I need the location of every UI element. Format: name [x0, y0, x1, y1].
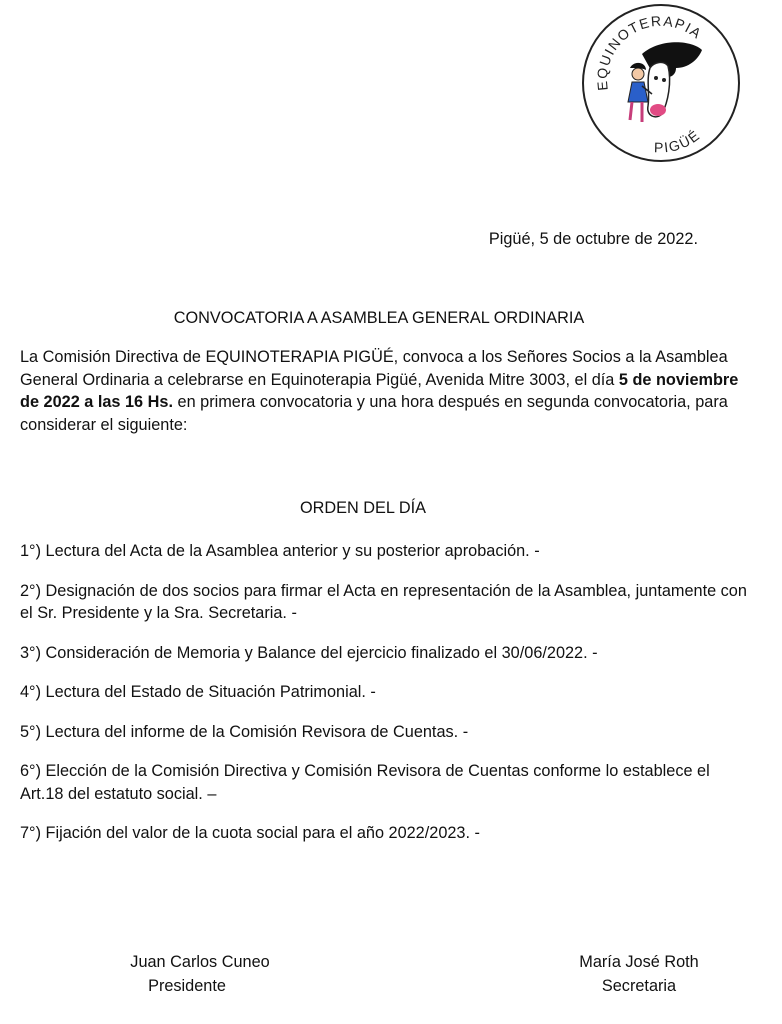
logo-top-text: EQUINOTERAPIA [593, 12, 706, 92]
agenda-item-7: 7°) Fijación del valor de la cuota social para el año 2022/2023. - [20, 824, 480, 842]
president-role: Presidente [148, 977, 226, 995]
agenda-item-4: 4°) Lectura del Estado de Situación Patrimonial. - [20, 683, 376, 701]
agenda-item-6: 6°) Elección de la Comisión Directiva y Comisión Revisora de Cuentas conforme lo establece el Art.18 del estatuto social. – [20, 762, 710, 803]
secretary-role: Secretaria [601, 977, 677, 995]
agenda-item-2: 2°) Designación de dos socios para firmar el Acta en representación de la Asamblea, juntamente con el Sr. Presidente y la Sra. Secretaria. - [20, 581, 747, 622]
document-date: Pigüé, 5 de octubre de 2022. [488, 230, 698, 248]
document-title: CONVOCATORIA A ASAMBLEA GENERAL ORDINARIA [173, 309, 585, 327]
agenda-title: ORDEN DEL DÍA [299, 499, 427, 517]
horse-and-girl-logo-icon [580, 2, 742, 164]
intro-paragraph [20, 346, 750, 436]
president-name: Juan Carlos Cuneo [130, 953, 270, 971]
agenda-item-5: 5°) Lectura del informe de la Comisión Revisora de Cuentas. - [20, 722, 469, 741]
agenda-item-3: 3°) Consideración de Memoria y Balance del ejercicio finalizado el 30/06/2022. - [20, 643, 598, 662]
equinoterapia-logo [580, 2, 742, 164]
secretary-name: María José Roth [579, 953, 699, 971]
signature-secretary [558, 950, 720, 998]
logo-bottom-text: PIGÜÉ [653, 126, 704, 156]
intro-text-end: en primera convocatoria y una hora después en segunda convocatoria, para considerar el siguiente: [20, 393, 728, 434]
signature-president [110, 950, 290, 998]
agenda-list [20, 540, 750, 862]
intro-date-bold: 5 de noviembre de 2022 a las 16 Hs. [20, 370, 739, 411]
agenda-item-1: 1°) Lectura del Acta de la Asamblea anterior y su posterior aprobación. - [20, 542, 540, 560]
intro-text-start: La Comisión Directiva de EQUINOTERAPIA PIGÜÉ, convoca a los Señores Socios a la Asamblea General Ordinaria a celebrarse en Equinoterapia Pigüé, Avenida Mitre 3003, el día [20, 348, 728, 389]
